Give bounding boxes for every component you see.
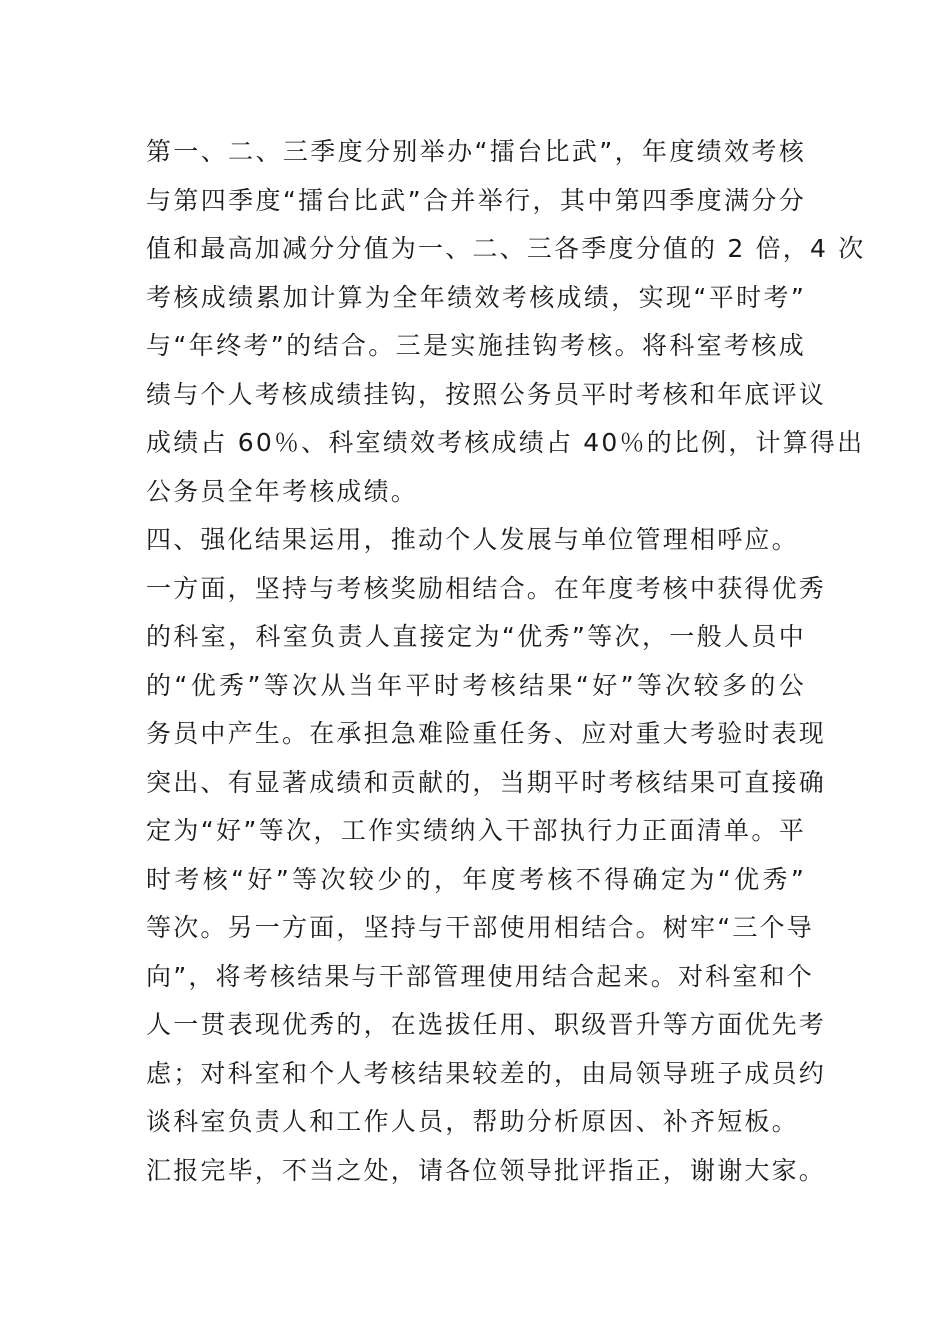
text-line: 第一、二、三季度分别举办“擂台比武”，年度绩效考核 [146,137,806,166]
text-line: 考核成绩累加计算为全年绩效考核成绩，实现“平时考” [146,282,806,312]
paragraph-2-heading [146,516,806,565]
text-line: 务员中产生。在承担急难险重任务、应对重大考验时表现 [146,719,827,748]
section-heading: 四、强化结果运用，推动个人发展与单位管理相呼应。 [146,525,799,554]
text-line: 与第四季度“擂台比武”合并举行，其中第四季度满分分 [146,185,806,215]
text-line: 一方面，坚持与考核奖励相结合。在年度考核中获得优秀 [146,573,827,603]
text-line: 绩与个人考核成绩挂钩，按照公务员平时考核和年底评议 [146,379,827,409]
text-line: 与“年终考”的结合。三是实施挂钩考核。将科室考核成 [146,331,806,360]
text-line: 等次。另一方面，坚持与干部使用相结合。树牢“三个导 [146,913,814,942]
text-line: 时考核“好”等次较少的，年度考核不得确定为“优秀” [146,864,806,894]
text-line: 定为“好”等次，工作实绩纳入干部执行力正面清单。平 [146,816,806,845]
text-line: 人一贯表现优秀的，在选拔任用、职级晋升等方面优先考 [146,1010,827,1039]
text-line: 公务员全年考核成绩。 [146,476,419,506]
paragraph-4-closing [146,1147,827,1196]
text-line: 向”，将考核结果与干部管理使用结合起来。对科室和个 [146,961,814,991]
text-line: 值和最高加减分分值为一、二、三各季度分值的 2 倍，4 次 [146,234,866,263]
text-line: 虑；对科室和个人考核结果较差的，由局领导班子成员约 [146,1058,827,1088]
text-line: 突出、有显著成绩和贡献的，当期平时考核结果可直接确 [146,767,827,797]
paragraph-1 [146,128,866,516]
text-line: 成绩占 60％、科室绩效考核成绩占 40％的比例，计算得出 [146,428,865,457]
document-body [146,128,866,1195]
text-line: 的“优秀”等次从当年平时考核结果“好”等次较多的公 [146,670,806,700]
closing-line: 汇报完毕，不当之处，请各位领导批评指正，谢谢大家。 [146,1155,827,1185]
text-line: 谈科室负责人和工作人员，帮助分析原因、补齐短板。 [146,1107,799,1136]
text-line: 的科室，科室负责人直接定为“优秀”等次，一般人员中 [146,622,806,651]
paragraph-3 [146,565,827,1147]
